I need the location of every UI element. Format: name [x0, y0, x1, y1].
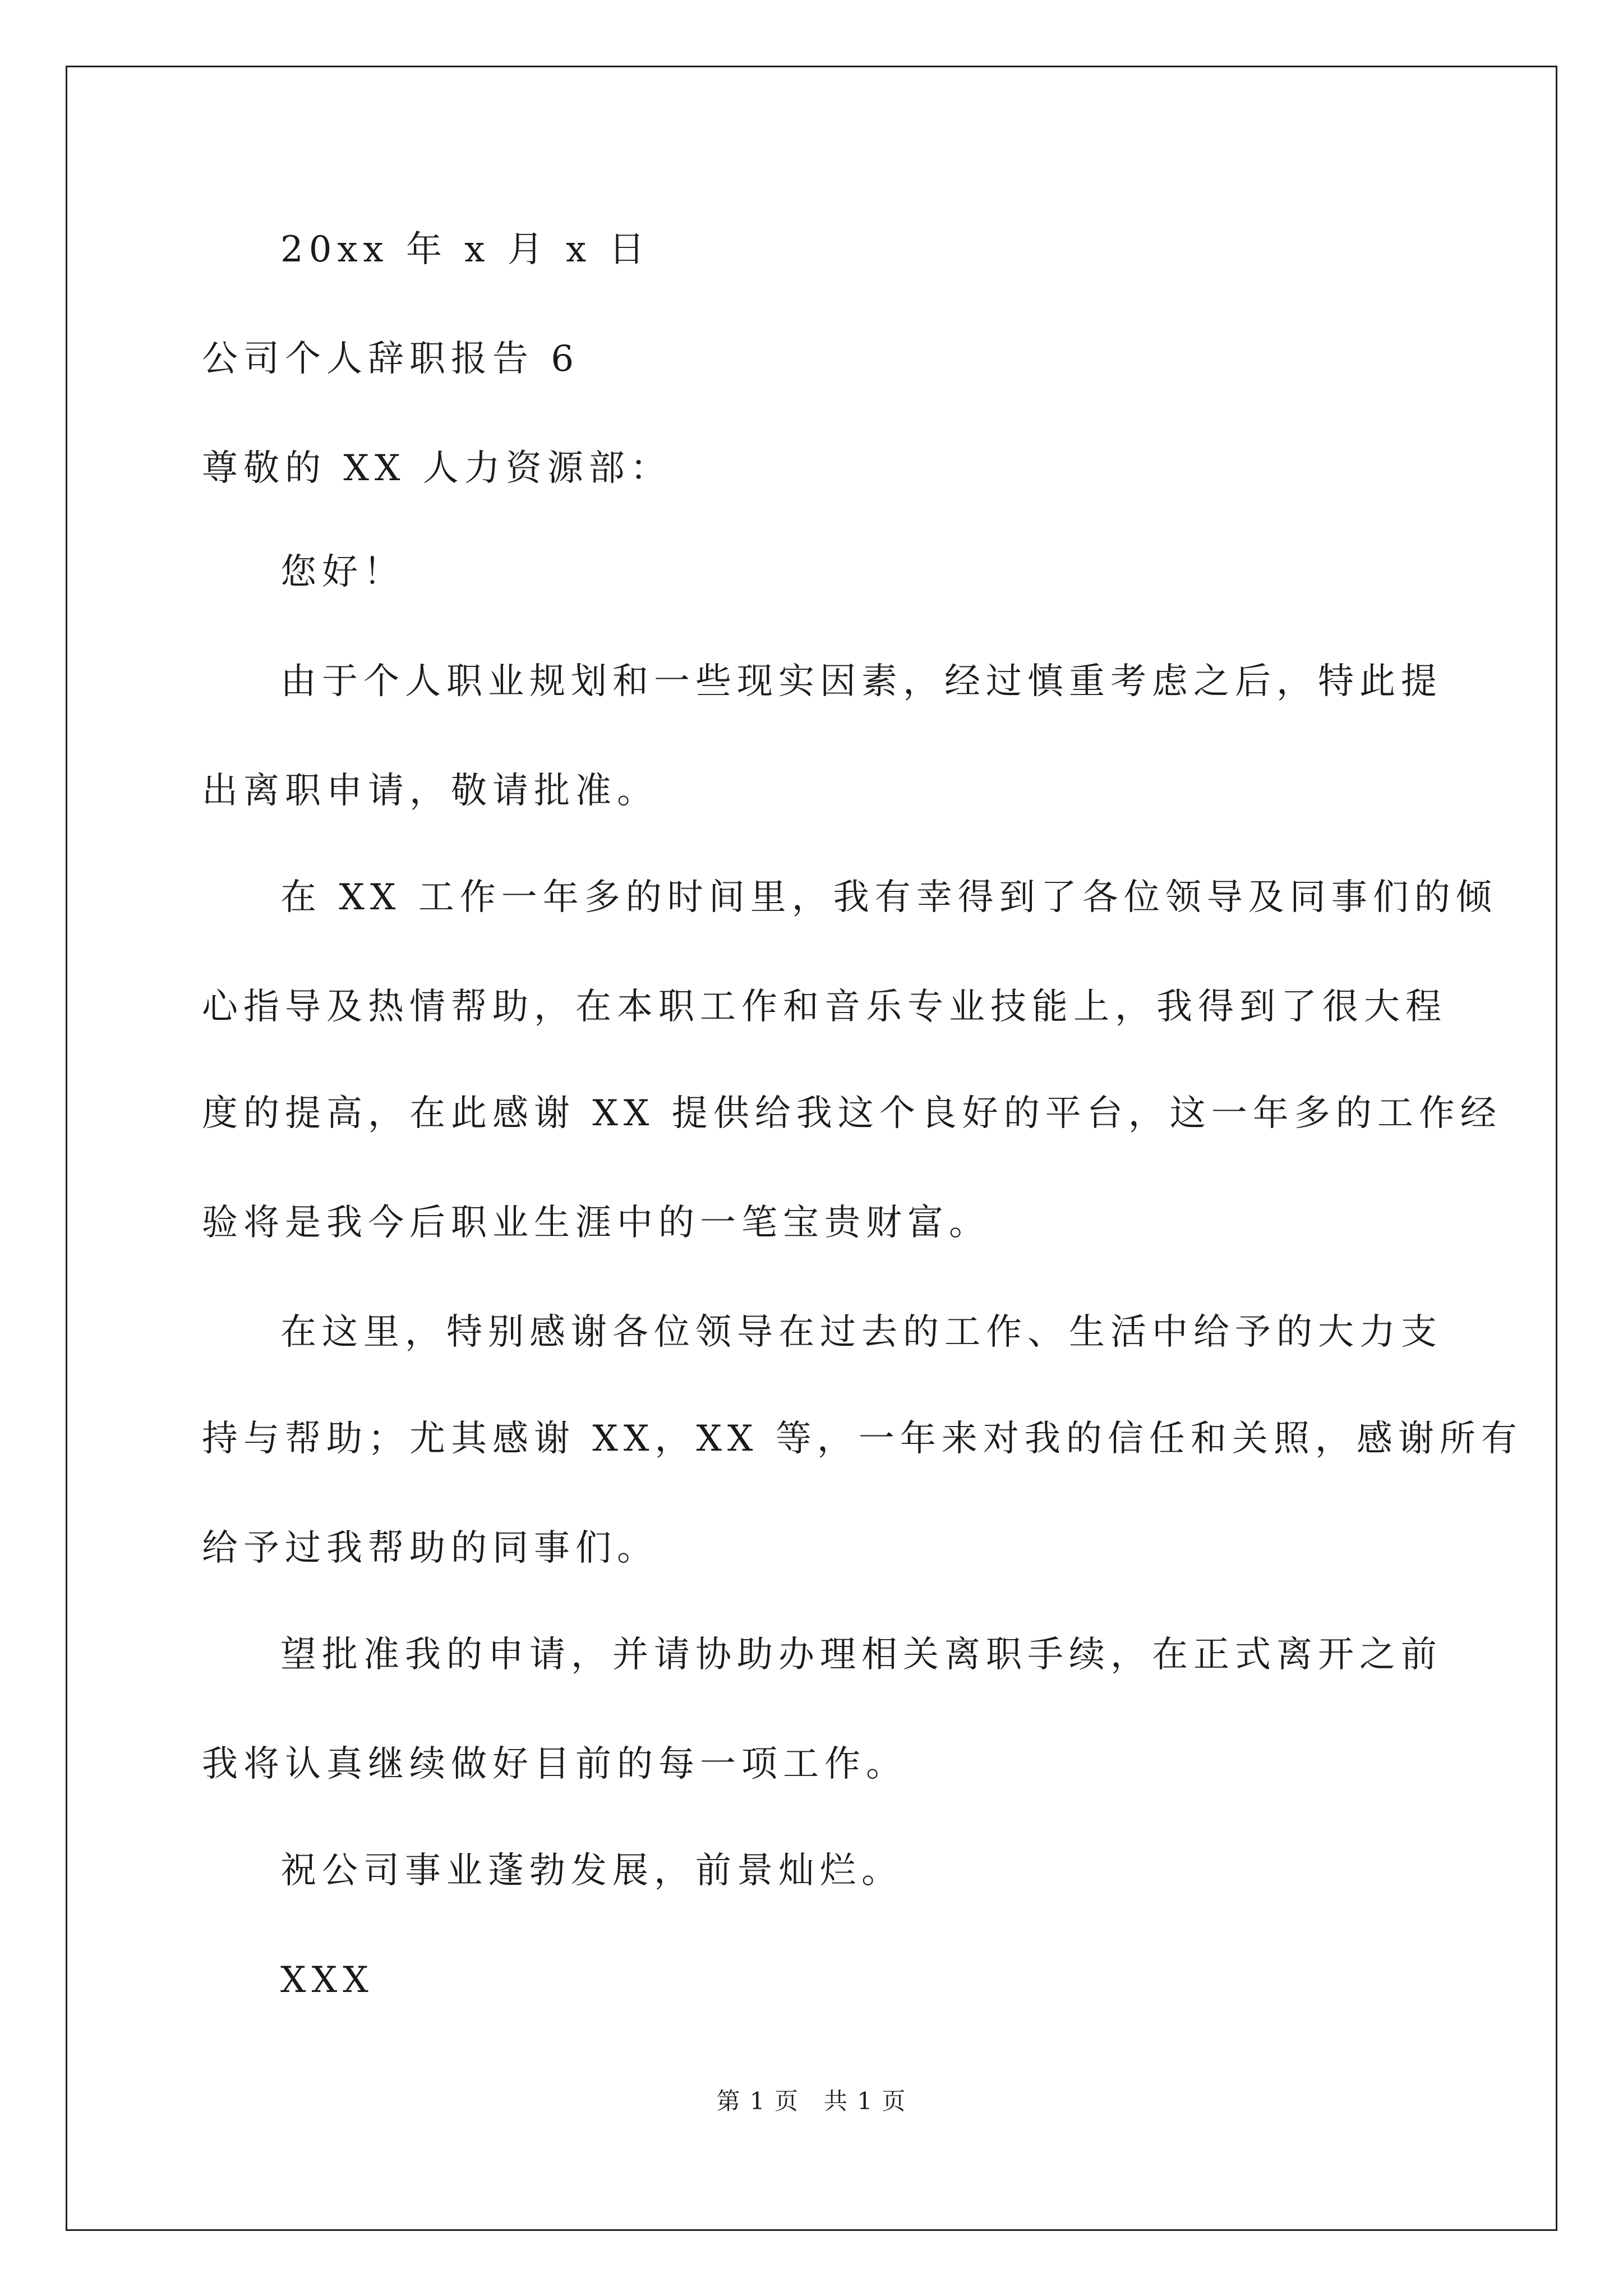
- page-indicator: 第 1 页 共 1 页: [716, 2087, 907, 2115]
- paragraph-4-line-2: 我将认真继续做好目前的每一项工作。: [202, 1743, 907, 1785]
- paragraph-1-line-1: 由于个人职业规划和一些现实因素，经过慎重考虑之后，特此提: [280, 661, 1442, 702]
- paragraph-2-line-3: 度的提高，在此感谢 XX 提供给我这个良好的平台，这一年多的工作经: [202, 1093, 1502, 1134]
- closing-line: 祝公司事业蓬勃发展，前景灿烂。: [280, 1850, 903, 1892]
- paragraph-2-line-2: 心指导及热情帮助，在本职工作和音乐专业技能上，我得到了很大程: [202, 986, 1447, 1028]
- paragraph-3-line-1: 在这里，特别感谢各位领导在过去的工作、生活中给予的大力支: [280, 1312, 1442, 1353]
- salutation: 尊敬的 XX 人力资源部：: [202, 448, 672, 489]
- document-title: 公司个人辞职报告 6: [202, 338, 580, 380]
- signature: XXX: [280, 1959, 374, 2001]
- page-border: [66, 66, 1557, 2231]
- paragraph-4-line-1: 望批准我的申请，并请协助办理相关离职手续，在正式离开之前: [280, 1634, 1442, 1676]
- paragraph-3-line-3: 给予过我帮助的同事们。: [202, 1527, 658, 1569]
- paragraph-2-line-1: 在 XX 工作一年多的时间里，我有幸得到了各位领导及同事们的倾: [280, 877, 1497, 918]
- paragraph-2-line-4: 验将是我今后职业生涯中的一笔宝贵财富。: [202, 1202, 990, 1244]
- paragraph-1-line-2: 出离职申请，敬请批准。: [202, 770, 658, 812]
- greeting: 您好！: [280, 551, 405, 593]
- paragraph-3-line-2: 持与帮助；尤其感谢 XX，XX 等，一年来对我的信任和关照，感谢所有: [202, 1418, 1523, 1460]
- date-line: 20xx 年 x 月 x 日: [280, 229, 651, 270]
